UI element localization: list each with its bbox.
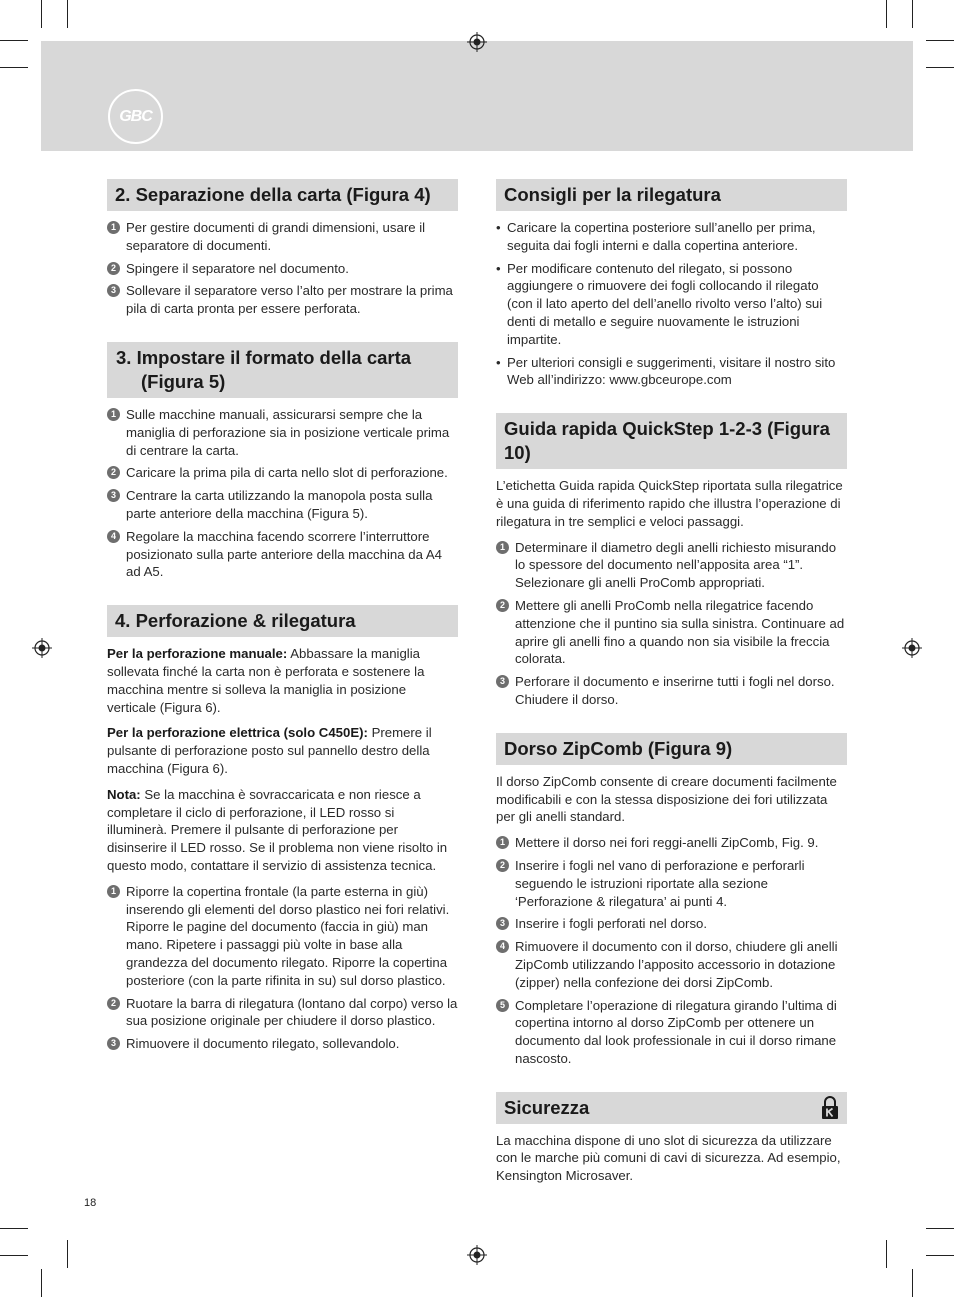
crop-mark [0, 40, 28, 41]
step-number-icon: 4 [107, 530, 120, 543]
step-number-icon: 2 [107, 262, 120, 275]
crop-mark [926, 67, 954, 68]
list-item-text: Riporre la copertina frontale (la parte esterna in giù) inserendo gli elementi del dorso plastico nei fori relativi. Riporre le pagine del documento (faccia in giù) man mano. Ripetere i passaggi più volte in base alla grandezza del documento rilegato. Riporre la copertina posteriore (con la parte rifinita in su) sul dorso plastico. [126, 883, 450, 988]
section-title: 3. Impostare il formato della carta (Figura 5) [107, 342, 458, 398]
list-item-text: Inserire i fogli perforati nel dorso. [515, 916, 708, 932]
crop-mark [0, 67, 28, 68]
paragraph-lead: Per la perforazione elettrica (solo C450E): [107, 725, 368, 741]
list-item-text: Mettere gli anelli ProComb nella rilegatrice facendo attenzione che il puntino sia sulla sinistra. Continuare ad aprire gli anelli fino a quando non sia visibile la freccia colorata. [515, 597, 845, 667]
crop-mark [886, 1240, 887, 1268]
step-number-icon: 2 [496, 859, 509, 872]
registration-mark-icon [32, 638, 52, 658]
list-item [496, 539, 847, 592]
list-item-text: Ruotare la barra di rilegatura (lontano dal corpo) verso la sua posizione originale per chiudere il dorso plastico. [126, 995, 458, 1029]
paragraph: La macchina dispone di uno slot di sicurezza da utilizzare con le marche più comuni di cavi di sicurezza. Ad esempio, Kensington Microsaver. [496, 1132, 841, 1184]
paragraph [107, 645, 458, 716]
section-title: Guida rapida QuickStep 1-2-3 (Figura 10) [496, 413, 847, 469]
left-column [107, 179, 458, 1077]
section-title: Dorso ZipComb (Figura 9) [496, 733, 847, 765]
step-number-icon: 3 [496, 675, 509, 688]
section-guida [496, 413, 847, 709]
crop-mark [926, 40, 954, 41]
bullet-item [496, 354, 847, 390]
section-formato [107, 342, 458, 581]
paragraph-text: Abbassare la maniglia sollevata finché la carta non è perforata e sostenere la macchina mentre si solleva la maniglia in posizione verticale (Figura 6). [107, 646, 425, 715]
crop-mark [912, 0, 913, 28]
step-number-icon: 4 [496, 940, 509, 953]
bullet-text: Caricare la copertina posteriore sull’anello per prima, seguita dai fogli interni e dalla copertina anteriore. [507, 220, 816, 253]
step-number-icon: 1 [107, 885, 120, 898]
paragraph-lead: Nota: [107, 786, 141, 802]
step-number-icon: 1 [496, 541, 509, 554]
list-item [107, 282, 458, 318]
list-item [496, 915, 847, 933]
bullet-text: Per modificare contenuto del rilegato, si possono aggiungere o rimuovere dei fogli collocando il rilegato (con il lato aperto del dell’anello rivolto verso l’alto) sui denti di metallo e seguire nuovamente le istruzioni impartite. [507, 260, 823, 347]
section-title: Sicurezza [504, 1096, 590, 1118]
bullet-icon: • [496, 220, 501, 235]
section-dorso [496, 733, 847, 1068]
bullet-icon: • [496, 260, 501, 276]
list-item-text: Rimuovere il documento rilegato, sollevandolo. [126, 1036, 400, 1052]
list-item [107, 995, 458, 1031]
registration-mark-icon [902, 638, 922, 658]
crop-mark [41, 0, 42, 28]
step-number-icon: 3 [496, 917, 509, 930]
list-item-text: Spingere il separatore nel documento. [126, 260, 349, 276]
section-separazione [107, 179, 458, 318]
section-sicurezza [496, 1092, 847, 1185]
list-item [107, 883, 458, 990]
crop-mark [0, 1228, 28, 1229]
crop-mark [41, 1269, 42, 1297]
section-title: 2. Separazione della carta (Figura 4) [107, 179, 458, 211]
list-item-text: Completare l’operazione di rilegatura girando l’ultima di copertina intorno al dorso ZipComb per ottenere un documento dal look professionale in cui il dorso rimane nascosto. [515, 997, 837, 1066]
step-number-icon: 2 [107, 466, 120, 479]
section-title: Consigli per la rilegatura [496, 179, 847, 211]
list-item [107, 260, 458, 278]
kensington-lock-icon [821, 1096, 839, 1120]
header-band [41, 41, 913, 151]
step-number-icon: 5 [496, 999, 509, 1012]
list-item-text: Determinare il diametro degli anelli richiesto misurando lo spessore del documento nell’apposita area “1”. Selezionare gli anelli ProComb appropriati. [515, 539, 837, 591]
list-item [496, 673, 847, 709]
step-number-icon: 2 [107, 997, 120, 1010]
list-item-text: Caricare la prima pila di carta nello slot di perforazione. [126, 465, 448, 481]
paragraph-text: Se la macchina è sovraccaricata e non riesce a completare il ciclo di perforazione, il LED rosso si illuminerà. Premere il pulsante di perforazione per disinserire il LED rosso. Se il problema non viene risolto in questo modo, contattare il servizio di assistenza tecnica. [107, 786, 448, 873]
crop-mark [926, 1228, 954, 1229]
list-item-text: Rimuovere il documento con il dorso, chiudere gli anelli ZipComb utilizzando l’apposito accessorio in dotazione (zipper) nella confezione dei dorsi ZipComb. [515, 939, 838, 990]
list-item [496, 857, 847, 910]
list-item-text: Inserire i fogli nel vano di perforazione e perforarli seguendo le istruzioni riportate alla sezione ‘Perforazione & rilegatura’ ai punti 4. [515, 857, 805, 909]
list-item-text: Sollevare il separatore verso l’alto per mostrare la prima pila di carta pronta per essere perforata. [126, 283, 453, 317]
list-item [107, 219, 458, 255]
list-item [107, 528, 458, 581]
bullet-item [496, 219, 847, 255]
list-item-text: Perforare il documento e inserirne tutti i fogli nel dorso. Chiudere il dorso. [515, 674, 835, 707]
list-item-text: Per gestire documenti di grandi dimensioni, usare il separatore di documenti. [126, 220, 426, 253]
section-perforazione [107, 605, 458, 1053]
crop-mark [67, 1240, 68, 1268]
crop-mark [67, 0, 68, 28]
section-title: 4. Perforazione & rilegatura [107, 605, 458, 637]
step-number-icon: 1 [107, 221, 120, 234]
crop-mark [0, 1255, 28, 1256]
step-number-icon: 3 [107, 489, 120, 502]
list-item [107, 406, 458, 459]
list-item [107, 464, 458, 482]
list-item-text: Regolare la macchina facendo scorrere l’interruttore posizionato sulla parte anteriore della macchina da A4 ad A5. [126, 528, 442, 580]
crop-mark [912, 1269, 913, 1297]
gbc-logo: GBC [108, 89, 163, 144]
list-item [496, 938, 847, 991]
list-item [107, 487, 458, 523]
crop-mark [886, 0, 887, 28]
section-title-bar [496, 1092, 847, 1124]
paragraph: Il dorso ZipComb consente di creare documenti facilmente modificabili e con la stessa disposizione dei fori utilizzata per gli anelli standard. [496, 773, 837, 825]
step-number-icon: 2 [496, 599, 509, 612]
list-item [496, 997, 847, 1068]
paragraph: L’etichetta Guida rapida QuickStep riportata sulla rilegatrice è una guida di riferimento rapido che illustra l’operazione di rilegatura in tre semplici e veloci passaggi. [496, 478, 843, 529]
paragraph [107, 724, 458, 777]
bullet-icon: • [496, 354, 501, 370]
list-item [496, 834, 847, 852]
paragraph-lead: Per la perforazione manuale: [107, 646, 288, 662]
step-number-icon: 3 [107, 1037, 120, 1050]
section-consigli [496, 179, 847, 389]
step-number-icon: 1 [107, 408, 120, 421]
list-item [107, 1035, 458, 1053]
list-item [496, 597, 847, 668]
step-number-icon: 1 [496, 836, 509, 849]
registration-mark-icon [467, 1245, 487, 1265]
bullet-text: Per ulteriori consigli e suggerimenti, visitare il nostro sito Web all’indirizzo: www.gbceurope.com [507, 354, 836, 388]
step-number-icon: 3 [107, 284, 120, 297]
list-item-text: Centrare la carta utilizzando la manopola posta sulla parte anteriore della macchina (Figura 5). [126, 488, 433, 521]
crop-mark [926, 1255, 954, 1256]
list-item-text: Mettere il dorso nei fori reggi-anelli ZipComb, Fig. 9. [515, 835, 819, 851]
page-number: 18 [84, 1197, 97, 1209]
bullet-item [496, 260, 847, 349]
right-column [496, 179, 847, 1209]
list-item-text: Sulle macchine manuali, assicurarsi sempre che la maniglia di perforazione sia in posizione verticale prima di centrare la carta. [126, 406, 450, 458]
paragraph-text: Premere il pulsante di perforazione posto sul pannello destro della macchina (Figura 6). [107, 725, 432, 776]
paragraph [107, 786, 458, 875]
registration-mark-icon [467, 32, 487, 52]
